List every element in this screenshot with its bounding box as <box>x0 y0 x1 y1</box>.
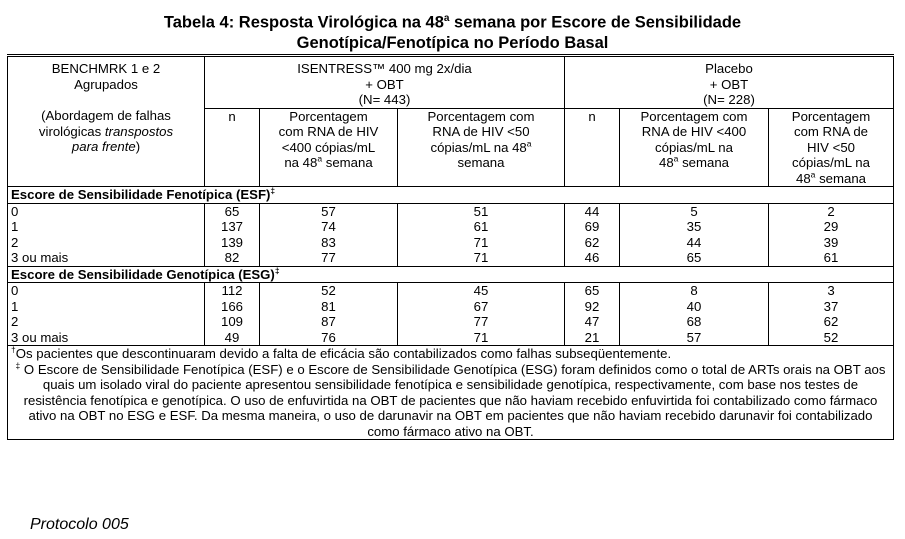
table-row <box>8 283 894 299</box>
p50-line5-b: semana <box>815 170 866 186</box>
cell-p-n: 46 <box>565 250 620 266</box>
cell-i-n: 65 <box>205 203 260 219</box>
cell-p-n: 21 <box>565 330 620 346</box>
i400-line2: com RNA de HIV <box>278 124 379 139</box>
i400-line3: <400 cópias/mL <box>281 139 376 155</box>
p400-line2: RNA de HIV <400 <box>641 124 747 139</box>
isentress-group-header <box>205 56 565 109</box>
dagger-text: Os pacientes que descontinuaram devido a falta de eficácia são contabilizados como falhas subseqüentemente. <box>15 346 672 361</box>
approach-line2-plain: virológicas <box>38 123 105 139</box>
cell-i-400: 77 <box>260 250 398 266</box>
placebo-line1: Placebo <box>705 61 753 76</box>
i50-sup: a <box>526 138 532 149</box>
i400-sup: a <box>317 153 323 164</box>
p50-line3: HIV <50 <box>806 139 856 155</box>
p50-line5 <box>772 171 890 187</box>
score-cell: 2 <box>8 314 205 330</box>
section-label-text: Escore de Sensibilidade Fenotípica (ESF) <box>11 187 271 202</box>
placebo-50-header <box>769 108 894 187</box>
cell-i-n: 49 <box>205 330 260 346</box>
cell-i-50: 45 <box>398 283 565 299</box>
score-cell: 0 <box>8 203 205 219</box>
cell-p-n: 65 <box>565 283 620 299</box>
table-row <box>8 314 894 330</box>
cell-p-400: 68 <box>620 314 769 330</box>
cell-i-n: 139 <box>205 235 260 251</box>
section-header-esg <box>8 266 894 283</box>
i400-line1: Porcentagem <box>289 108 368 124</box>
cell-i-n: 109 <box>205 314 260 330</box>
cell-i-50: 71 <box>398 235 565 251</box>
cell-i-400: 74 <box>260 219 398 235</box>
p400-line4-b: semana <box>678 155 729 170</box>
cell-p-n: 44 <box>565 203 620 219</box>
title-text-b: semana por Escore de Sensibilidade <box>449 13 742 32</box>
i50-line3 <box>401 140 561 156</box>
table-row <box>8 299 894 315</box>
response-table <box>7 54 894 440</box>
p400-line3: cópias/mL na <box>655 139 733 155</box>
cell-p-400: 40 <box>620 299 769 315</box>
cell-p-n: 62 <box>565 235 620 251</box>
cell-i-400: 57 <box>260 203 398 219</box>
isentress-line3: (N= 443) <box>358 92 411 107</box>
p50-line4: cópias/mL na <box>792 155 870 170</box>
cell-i-50: 51 <box>398 203 565 219</box>
footnote-dagger <box>11 346 890 362</box>
section-mark: ‡ <box>270 185 276 196</box>
cell-i-400: 87 <box>260 314 398 330</box>
group-col-header <box>8 56 205 109</box>
cell-p-50: 62 <box>769 314 894 330</box>
cell-p-400: 35 <box>620 219 769 235</box>
table-title <box>0 9 905 53</box>
footnotes <box>8 346 894 440</box>
group-header-row <box>8 56 894 109</box>
isentress-50-header <box>398 108 565 187</box>
approach-line3-italic: para frente <box>71 139 136 154</box>
table-row <box>8 250 894 266</box>
cell-p-400: 57 <box>620 330 769 346</box>
cell-p-50: 29 <box>769 219 894 235</box>
cell-p-400: 65 <box>620 250 769 266</box>
cell-i-n: 82 <box>205 250 260 266</box>
i400-line4 <box>263 155 394 171</box>
cell-i-400: 52 <box>260 283 398 299</box>
i400-line4-a: na 48 <box>284 155 318 170</box>
cell-p-50: 37 <box>769 299 894 315</box>
footnote-row <box>8 346 894 440</box>
dagger-mark: † <box>11 344 16 355</box>
placebo-line2: + OBT <box>709 76 749 92</box>
ddagger-mark: ‡ <box>15 360 21 371</box>
section-mark: ‡ <box>274 265 280 276</box>
table-row <box>8 330 894 346</box>
title-text-a: Tabela 4: Resposta Virológica na 48 <box>163 13 444 32</box>
p50-line1: Porcentagem <box>791 108 871 124</box>
cell-p-400: 5 <box>620 203 769 219</box>
protocol-label: Protocolo 005 <box>30 516 129 533</box>
p50-line2: com RNA de <box>793 124 869 139</box>
approach-line2-italic: transpostos <box>104 123 174 139</box>
cell-i-400: 76 <box>260 330 398 346</box>
ddagger-text: O Escore de Sensibilidade Fenotípica (ESF) e o Escore de Sensibilidade Genotípica (ESG) foram definidos como o total de ARTs orais na OBT aos quais um isolado viral do paciente apresentou sensibilidade fenotípica e sensibilidade genotípica, respectivamente, com base nos testes de resistência fenotípica e genotípica. O uso de enfuvirtida na OBT de pacientes que não haviam recebido enfuvirtida foi contabilizado como fármaco ativo na OBT no ESG e ESF. Da mesma maneira, o uso de darunavir na OBT em pacientes que não haviam recebido darunavir foi contabilizado como fármaco ativo na OBT. <box>20 361 886 439</box>
table-row <box>8 203 894 219</box>
cell-p-50: 52 <box>769 330 894 346</box>
cell-i-50: 71 <box>398 250 565 266</box>
isentress-line1: ISENTRESS™ 400 mg 2x/dia <box>297 61 472 76</box>
cell-p-n: 47 <box>565 314 620 330</box>
table-row <box>8 235 894 251</box>
approach-line2 <box>11 124 201 140</box>
column-header-row <box>8 108 894 187</box>
group-col-line2: Agrupados <box>74 76 138 92</box>
cell-p-50: 3 <box>769 283 894 299</box>
i400-line4-b: semana <box>322 155 373 170</box>
approach-line3 <box>11 139 201 155</box>
cell-i-n: 137 <box>205 219 260 235</box>
cell-i-50: 71 <box>398 330 565 346</box>
isentress-n-header: n <box>205 108 260 187</box>
cell-i-50: 77 <box>398 314 565 330</box>
placebo-line3: (N= 228) <box>703 92 755 107</box>
p50-sup: a <box>810 169 816 180</box>
table-row <box>8 219 894 235</box>
p50-line5-a: 48 <box>796 170 811 186</box>
score-cell: 2 <box>8 235 205 251</box>
approach-line1: (Abordagem de falhas <box>41 108 171 123</box>
score-cell: 1 <box>8 299 205 315</box>
approach-close: ) <box>135 139 141 154</box>
cell-p-400: 8 <box>620 283 769 299</box>
i50-line2: RNA de HIV <50 <box>432 124 530 139</box>
cell-p-50: 2 <box>769 203 894 219</box>
p400-line4 <box>623 155 765 171</box>
approach-header <box>8 108 205 187</box>
p400-line1: Porcentagem com <box>640 108 748 124</box>
i50-line1: Porcentagem com <box>427 108 535 124</box>
score-cell: 3 ou mais <box>8 330 205 346</box>
cell-p-400: 44 <box>620 235 769 251</box>
isentress-line2: + OBT <box>365 76 404 92</box>
cell-i-n: 112 <box>205 283 260 299</box>
i50-line4: semana <box>457 155 505 170</box>
cell-p-50: 39 <box>769 235 894 251</box>
isentress-400-header <box>260 108 398 187</box>
cell-i-50: 67 <box>398 299 565 315</box>
section-label <box>8 187 894 204</box>
cell-p-50: 61 <box>769 250 894 266</box>
cell-i-400: 83 <box>260 235 398 251</box>
cell-i-400: 81 <box>260 299 398 315</box>
footnote-ddagger <box>11 362 890 440</box>
score-cell: 1 <box>8 219 205 235</box>
title-line-1 <box>0 9 905 33</box>
group-col-line1: BENCHMRK 1 e 2 <box>51 61 161 76</box>
section-label <box>8 266 894 283</box>
title-line-2: Genotípica/Fenotípica no Período Basal <box>296 33 609 52</box>
cell-p-n: 92 <box>565 299 620 315</box>
cell-i-50: 61 <box>398 219 565 235</box>
score-cell: 3 ou mais <box>8 250 205 266</box>
placebo-group-header <box>565 56 894 109</box>
title-sup: a <box>443 13 450 24</box>
section-label-text: Escore de Sensibilidade Genotípica (ESG) <box>11 266 275 282</box>
cell-i-n: 166 <box>205 299 260 315</box>
i50-line3-a: cópias/mL na 48 <box>430 139 527 155</box>
score-cell: 0 <box>8 283 205 299</box>
placebo-400-header <box>620 108 769 187</box>
section-header-esf <box>8 187 894 204</box>
p400-line4-a: 48 <box>659 155 674 170</box>
placebo-n-header: n <box>565 108 620 187</box>
p400-sup: a <box>673 153 679 164</box>
cell-p-n: 69 <box>565 219 620 235</box>
